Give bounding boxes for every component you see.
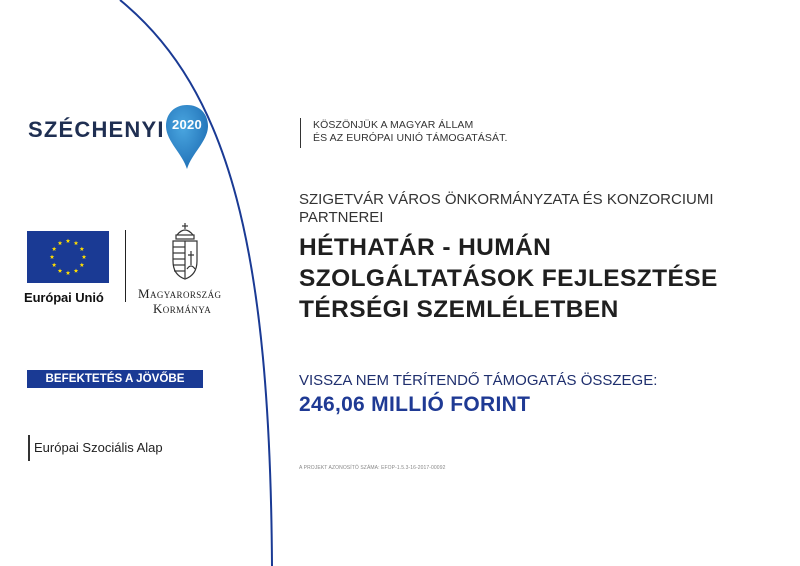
support-amount: 246,06 MILLIÓ FORINT — [299, 393, 531, 416]
eu-label: Európai Unió — [24, 290, 104, 305]
szechenyi-logo-word: SZÉCHENYI — [28, 117, 165, 142]
project-id: A PROJEKT AZONOSÍTÓ SZÁMA: EFOP-1.5.3-16-2017-00092 — [299, 465, 446, 471]
thanks-divider — [300, 118, 301, 148]
government-label-line1: Magyarország — [138, 286, 222, 301]
investment-badge: BEFEKTETÉS A JÖVŐBE — [27, 370, 203, 388]
map-pin-icon — [164, 103, 210, 171]
eu-flag-icon — [27, 231, 109, 283]
project-title: HÉTHATÁR - HUMÁN SZOLGÁLTATÁSOK FEJLESZTÉSE TÉRSÉGI SZEMLÉLETBEN — [299, 234, 718, 323]
hungarian-coat-of-arms-icon — [165, 221, 205, 283]
support-label: VISSZA NEM TÉRÍTENDŐ TÁMOGATÁS ÖSSZEGE: — [299, 372, 658, 389]
beneficiary-text: SZIGETVÁR VÁROS ÖNKORMÁNYZATA ÉS KONZORCIUMI PARTNEREI — [299, 191, 714, 226]
fund-label: Európai Szociális Alap — [34, 440, 163, 455]
szechenyi-2020-logo — [28, 103, 228, 173]
government-label-line2: Kormánya — [153, 301, 212, 316]
szechenyi-logo-year: 2020 — [171, 117, 203, 132]
logo-divider — [125, 230, 126, 302]
thanks-line2: ÉS AZ EURÓPAI UNIÓ TÁMOGATÁSÁT. — [313, 132, 508, 144]
thanks-line1: KÖSZÖNJÜK A MAGYAR ÁLLAM — [313, 119, 474, 131]
fund-divider — [28, 435, 30, 461]
